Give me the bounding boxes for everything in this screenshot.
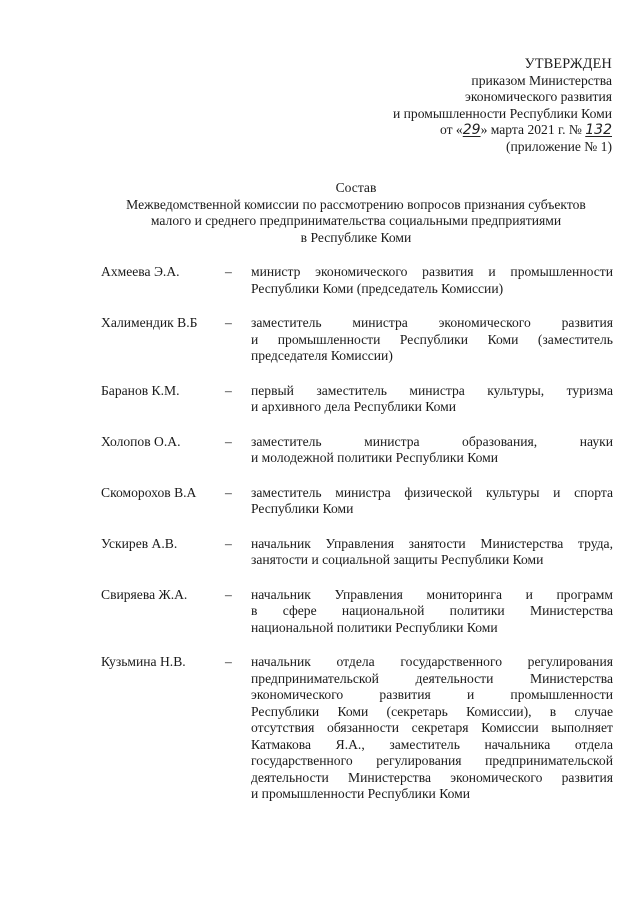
member-role-line: заместитель министра физической культуры и спорта (251, 484, 613, 500)
date-day: 29 (462, 122, 481, 138)
approval-stamp (393, 56, 612, 155)
member-role (251, 315, 613, 365)
member-role (251, 434, 613, 467)
member-dash: – (225, 433, 232, 449)
member-role-line: первый заместитель министра культуры, туризма (251, 382, 613, 398)
member-role-line: экономического развития и промышленности (251, 687, 613, 702)
member-role (251, 485, 613, 518)
member-name: Свиряева Ж.А. (101, 586, 188, 602)
member-role-line: предпринимательской деятельности Министерства (251, 670, 613, 686)
date-prefix: от « (439, 122, 463, 137)
member-dash: – (225, 586, 232, 602)
title-line-4: в Республике Коми (300, 229, 412, 245)
document-title (96, 180, 616, 246)
member-row (101, 654, 613, 803)
member-name: Кузьмина Н.В. (101, 654, 186, 669)
member-row (101, 587, 613, 637)
member-role-line: Республики Коми (251, 501, 354, 516)
member-role-line: отсутствия обязанности секретаря Комиссии выполняет (251, 720, 613, 735)
member-role-line: начальник отдела государственного регулирования (251, 654, 613, 669)
member-role-line: и промышленности Республики Коми (251, 786, 471, 801)
member-role-line: Республики Коми (председатель Комиссии) (251, 280, 504, 296)
date-mid: » марта 2021 г. № (480, 122, 582, 137)
title-line-1: Состав (335, 180, 377, 195)
member-role-line: деятельности Министерства экономического развития (251, 769, 613, 785)
member-role (251, 654, 613, 803)
member-name: Ахмеева Э.А. (101, 264, 180, 279)
member-row (101, 315, 613, 365)
member-name: Баранов К.М. (101, 382, 180, 398)
member-role (251, 536, 613, 569)
member-role-line: Катмакова Я.А., заместитель начальника отдела (251, 736, 613, 752)
member-name: Холопов О.А. (101, 433, 181, 449)
member-role-line: в сфере национальной политики Министерства (251, 603, 613, 618)
member-role-line: председателя Комиссии) (251, 348, 393, 363)
member-row (101, 485, 613, 518)
member-list (101, 264, 613, 821)
member-role-line: начальник Управления занятости Министерства труда, (251, 535, 613, 551)
appendix-label: (приложение № 1) (505, 138, 612, 154)
member-dash: – (225, 315, 232, 330)
title-line-3: малого и среднего предпринимательства социальными предприятиями (150, 213, 562, 228)
approval-line-3: и промышленности Республики Коми (392, 105, 612, 121)
member-role-line: министр экономического развития и промышленности (251, 264, 613, 279)
member-role-line: государственного регулирования предпринимательской (251, 753, 613, 768)
title-line-2: Межведомственной комиссии по рассмотрению вопросов признания субъектов (126, 196, 586, 212)
approval-line-1: приказом Министерства (471, 72, 612, 88)
member-dash: – (225, 654, 232, 669)
member-role-line: национальной политики Республики Коми (251, 619, 498, 635)
approval-line-2: экономического развития (465, 89, 612, 104)
member-role-line: и архивного дела Республики Коми (251, 399, 457, 414)
order-number: 132 (585, 122, 612, 138)
member-dash: – (225, 264, 232, 279)
member-row (101, 383, 613, 416)
member-role-line: и молодежной политики Республики Коми (251, 450, 499, 465)
member-role (251, 264, 613, 297)
member-role (251, 587, 613, 637)
member-role (251, 383, 613, 416)
member-row (101, 434, 613, 467)
member-row (101, 264, 613, 297)
approval-date-line (393, 122, 612, 139)
member-name: Ускирев А.В. (101, 535, 178, 551)
member-role-line: Республики Коми (секретарь Комиссии), в случае (251, 703, 613, 719)
member-dash: – (225, 535, 232, 551)
member-name: Халимендик В.Б (101, 315, 198, 330)
member-role-line: и промышленности Республики Коми (заместитель (251, 331, 613, 347)
member-role-line: заместитель министра образования, науки (251, 433, 613, 449)
member-role-line: заместитель министра экономического развития (251, 315, 613, 330)
member-row (101, 536, 613, 569)
member-dash: – (225, 484, 232, 500)
member-name: Скоморохов В.А (101, 484, 197, 500)
approval-heading: УТВЕРЖДЕН (524, 56, 612, 72)
member-role-line: начальник Управления мониторинга и программ (251, 586, 613, 602)
member-dash: – (225, 382, 232, 398)
member-role-line: занятости и социальной защиты Республики Коми (251, 552, 544, 567)
